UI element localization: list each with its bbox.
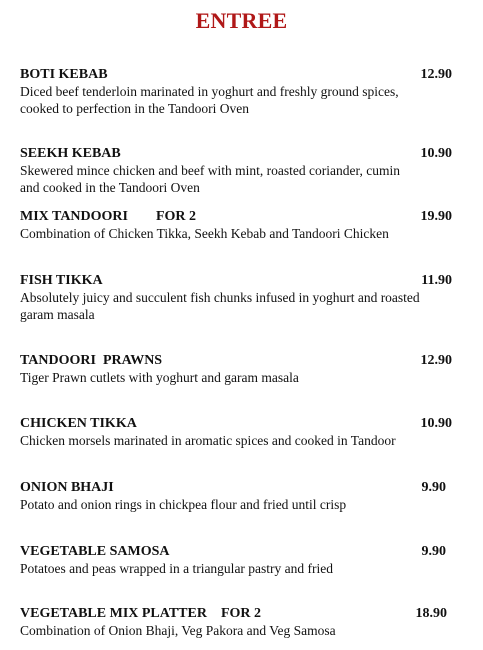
item-name: ONION BHAJI: [20, 480, 114, 495]
item-price: 9.90: [421, 480, 446, 495]
item-price: 11.90: [421, 273, 452, 288]
item-price: 9.90: [421, 544, 446, 559]
menu-item-vegetable-mix-platter: [20, 605, 452, 639]
item-description: Combination of Onion Bhaji, Veg Pakora and Veg Samosa: [20, 623, 336, 638]
item-description: Combination of Chicken Tikka, Seekh Kebab and Tandoori Chicken: [20, 226, 389, 241]
item-price: 12.90: [420, 353, 452, 368]
item-name: VEGETABLE MIX PLATTER FOR 2: [20, 606, 262, 621]
item-price: 10.90: [420, 416, 452, 431]
item-description: Potatoes and peas wrapped in a triangular pastry and fried: [20, 561, 334, 576]
item-description: Absolutely juicy and succulent fish chunks infused in yoghurt and roasted garam masala: [20, 290, 420, 322]
item-name: TANDOORI PRAWNS: [20, 353, 163, 368]
item-price: 19.90: [420, 209, 452, 224]
item-name: MIX TANDOORI FOR 2: [20, 209, 197, 224]
item-name: FISH TIKKA: [20, 273, 103, 288]
item-description: Skewered mince chicken and beef with mint, roasted coriander, cumin and cooked in the Tandoori Oven: [20, 163, 400, 195]
menu-item-vegetable-samosa: [20, 543, 452, 577]
menu-item-chicken-tikka: [20, 415, 452, 449]
item-description: Tiger Prawn cutlets with yoghurt and garam masala: [20, 370, 299, 385]
item-name: SEEKH KEBAB: [20, 146, 121, 161]
item-name: BOTI KEBAB: [20, 67, 108, 82]
menu-item-boti-kebab: [20, 66, 452, 117]
item-name: CHICKEN TIKKA: [20, 416, 137, 431]
item-price: 12.90: [420, 67, 452, 82]
item-description: Chicken morsels marinated in aromatic spices and cooked in Tandoor: [20, 433, 396, 448]
menu-item-seekh-kebab: [20, 145, 452, 196]
menu-item-fish-tikka: [20, 272, 452, 323]
menu-section-title: ENTREE: [195, 8, 288, 33]
item-price: 18.90: [415, 606, 447, 621]
item-price: 10.90: [420, 146, 452, 161]
item-description: Diced beef tenderloin marinated in yoghurt and freshly ground spices, cooked to perfection in the Tandoori Oven: [20, 84, 399, 116]
menu-item-tandoori-prawns: [20, 352, 452, 386]
item-name: VEGETABLE SAMOSA: [20, 544, 170, 559]
menu-item-mix-tandoori: [20, 208, 452, 242]
menu-item-onion-bhaji: [20, 479, 452, 513]
item-description: Potato and onion rings in chickpea flour and fried until crisp: [20, 497, 347, 512]
